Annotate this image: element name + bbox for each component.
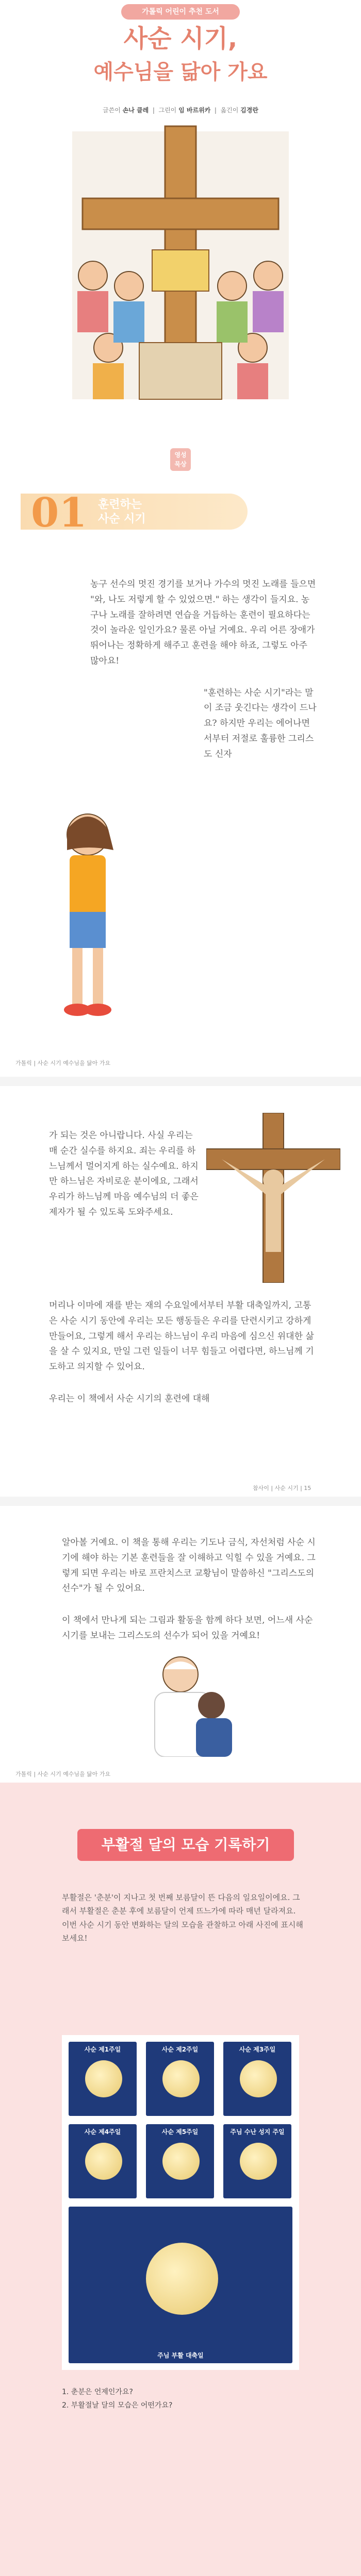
paragraph: 우리는 이 책에서 사순 시기의 훈련에 대해: [49, 1393, 210, 1404]
cover-illustration: [62, 121, 299, 410]
paragraph: 알아볼 거예요. 이 책을 통해 우리는 기도나 금식, 자선처럼 사순 시기에 해야 하는 기본 훈련들을 잘 이해하고 익힐 수 있을 거예요. 그렇게 되면 우리는 바로 프란치스코 교황님이 말씀하신 "그리스도의 선수"가 될 수 있어요.: [62, 1537, 316, 1594]
crucifix-illustration: [206, 1113, 340, 1283]
moon-cell[interactable]: 사순 제3주일: [222, 2040, 293, 2117]
pope-hugging-child-illustration: [139, 1649, 242, 1757]
page1-body: [90, 577, 317, 778]
paragraph: "훈련하는 사순 시기"라는 말이 조금 웃긴다는 생각이 드나요? 하지만 우리는 에어나면서부터 저절로 훌륭한 그리스도 신자: [204, 687, 317, 759]
book-credits: 글쓴이 손나 클레 | 그린이 임 바르위카 | 옮긴이 김경란: [103, 107, 258, 114]
section-number: 01: [31, 489, 87, 536]
moon-activity-title: 부활절 달의 모습 기록하기: [77, 1829, 294, 1861]
paragraph: 머리나 이마에 재를 받는 재의 수요일에서부터 부활 대축일까지, 고통은 사순 시기 동안에 우리는 모든 행동들은 우리를 단련시키고 강하게 만들어요, 그렇게 해서 우리는 하느님이 우리 마음에 심으신 위대한 삶을 살 수 있지요, 만일 그런 일들이 너무 힘들고 어렵다면, 하느님께 기도하고 의지할 수 있어요.: [49, 1300, 314, 1372]
page2-body-top: [49, 1128, 204, 1237]
section-badge: 영성 묵상: [170, 448, 191, 471]
paragraph: 농구 선수의 멋진 경기를 보거나 가수의 멋진 노래를 들으면 "와, 나도 저렇게 할 수 있었으면." 하는 생각이 들지요. 농구나 노래를 잘하려면 연습을 거듭하는 훈련이 필요하다는 것이 놀라운 일인가요? 물론 아닐 거예요. 우리 어른 장애가 뛰어나는 정확하게 해주고 훈련을 해야 하죠, 그렇도 아주 많아요!: [90, 579, 316, 666]
section-title: 훈련하는 사순 시기: [98, 498, 146, 526]
paragraph: 이 책에서 만나게 되는 그림과 활동을 함께 하다 보면, 어느새 사순 시기를 보내는 그리스도의 선수가 되어 있을 거예요!: [62, 1615, 313, 1641]
moon-phase-grid: [62, 2035, 299, 2370]
moon-cell[interactable]: 사순 제1주일: [67, 2040, 138, 2117]
page-divider: [0, 1497, 361, 1506]
page1-footer: 가톨릭 | 사순 시기 예수님을 닮아 가요: [15, 1060, 111, 1066]
moon-intro: 부활절은 '춘분'이 지나고 첫 번째 보름달이 뜬 다음의 일요일이에요. 그래서 부활절은 춘분 후에 보름달이 언제 뜨느가에 따라 매년 달라져요. 이번 사순 시기 동안 변화하는 달의 모습을 관찰하고 아래 사진에 표시해 보세요!: [62, 1893, 303, 1943]
recommended-book-tag: 가톨릭 어린이 추천 도서: [121, 4, 240, 20]
page-divider: [0, 1077, 361, 1086]
moon-cell-easter[interactable]: 주님 부활 대축일: [67, 2205, 294, 2365]
moon-cell[interactable]: 사순 제4주일: [67, 2123, 138, 2200]
paragraph: 가 되는 것은 아니랍니다. 사실 우리는 매 순간 실수를 하지요. 죄는 우리를 하느님께서 멀어지게 하는 실수예요. 하지만 하느님은 자비로운 분이에요, 그래서 우리가 하느님께 마음 예수님의 더 좋은 제자가 될 수 있도록 도와주세요.: [49, 1130, 199, 1217]
page-title-line1: 사순 시기,: [123, 24, 238, 53]
page3-footer: 가톨릭 | 사순 시기 예수님을 닮아 가요: [15, 1771, 111, 1777]
section-heading: [21, 484, 248, 539]
moon-cell[interactable]: 사순 제5주일: [144, 2123, 216, 2200]
page2-body: [49, 1298, 317, 1423]
page2-footer: 참사이 | 사순 시기 | 15: [253, 1485, 311, 1492]
question-2: 2. 부활절날 달의 모습은 어떤가요?: [62, 2401, 173, 2410]
moon-cell[interactable]: 사순 제2주일: [144, 2040, 216, 2117]
moon-cell[interactable]: 주님 수난 성지 주일: [222, 2123, 293, 2200]
girl-running-illustration: [26, 804, 144, 1020]
page-title-line2: 예수님을 닮아 가요: [93, 60, 268, 84]
page3-body: [62, 1535, 320, 1660]
question-1: 1. 춘분은 언제인가요?: [62, 2388, 133, 2396]
moon-questions: [62, 2385, 299, 2412]
